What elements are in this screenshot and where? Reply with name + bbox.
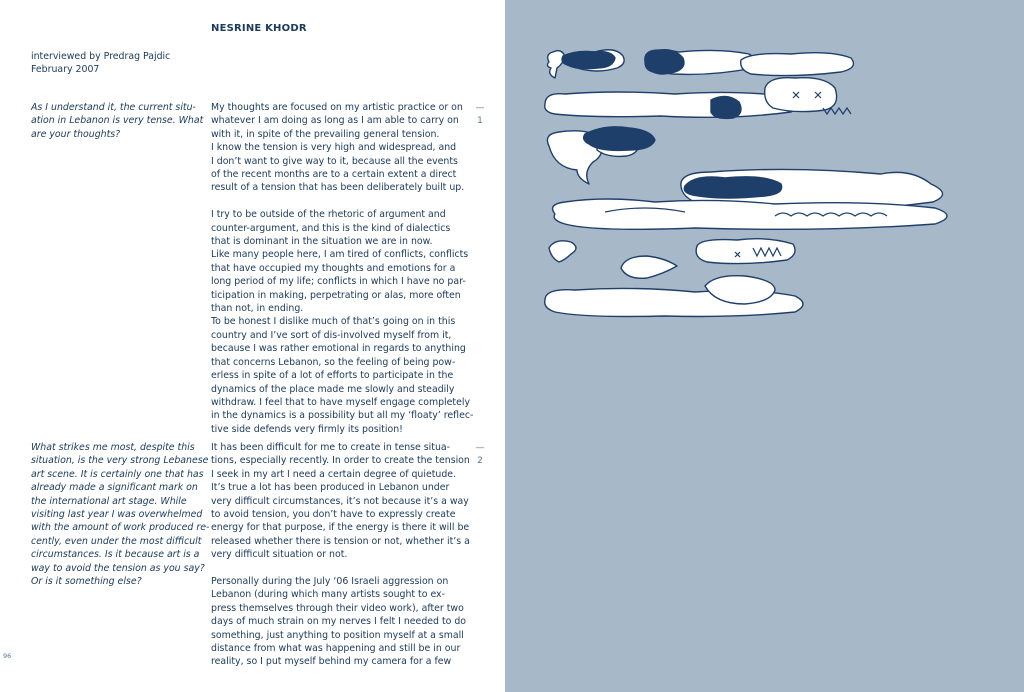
question-line: the international art stage. While (31, 495, 187, 507)
answer-line: long period of my life; conflicts in which I have no par- (211, 276, 466, 288)
answer-line: To be honest I dislike much of that’s going on in this (211, 316, 456, 328)
question-line: are your thoughts? (31, 128, 121, 140)
question-line: circumstances. Is it because art is a (31, 549, 200, 561)
answer-line: of the recent months are to a certain extent a direct (211, 169, 457, 181)
answer-line: because I was rather emotional in regards to anything (211, 343, 466, 355)
answer-line: very difficult circumstances, it’s not because it’s a way (211, 495, 469, 507)
answer-line: country and I’ve sort of dis-involved myself from it, (211, 329, 452, 341)
answer-line: It’s true a lot has been produced in Lebanon under (211, 482, 450, 494)
page-number: 96 (3, 652, 12, 660)
left-page (0, 0, 505, 692)
byline-date: February 2007 (31, 64, 100, 76)
answer-line: reality, so I put myself behind my camera for a few (211, 656, 452, 668)
answer-line: Like many people here, I am tired of conflicts, conflicts (211, 249, 469, 261)
question-line: situation, is the very strong Lebanese (31, 455, 209, 467)
answer-line: tive side defends very firmly its position! (211, 423, 403, 435)
question-line: Or is it something else? (31, 576, 142, 588)
page-title: NESRINE KHODR (211, 23, 307, 34)
answer-line: It has been difficult for me to create in tense situa- (211, 442, 451, 453)
question-line: visiting last year I was overwhelmed (31, 509, 203, 521)
answer-line: I seek in my art I need a certain degree of quietude. (211, 468, 457, 480)
answer-line: I don’t want to give way to it, because all the events (211, 155, 458, 167)
answer-line: press themselves through their video work), after two (211, 602, 464, 614)
answer-line: dynamics of the place made me slowly and steadily (211, 383, 455, 395)
answer-line: that is dominant in the situation we are in now. (211, 236, 433, 248)
question-line: cently, even under the most difficult (31, 535, 202, 547)
answer-line: that concerns Lebanon, so the feeling of being pow- (211, 356, 456, 368)
answer-line: to avoid tension, you don’t have to expressly create (211, 509, 456, 521)
answer-line: that have occupied my thoughts and emotions for a (211, 262, 456, 274)
answer-2 (211, 441, 470, 669)
answer-line: Lebanon (during which many artists sought to ex- (211, 589, 445, 601)
answer-line: energy for that purpose, if the energy is there it will be (211, 522, 470, 534)
question-line: way to avoid the tension as you say? (31, 562, 205, 574)
question-line: ation in Lebanon is very tense. What (31, 115, 204, 127)
answer-line: counter-argument, and this is the kind of dialectics (211, 222, 451, 234)
question-marker-2: — 2 (475, 443, 485, 467)
byline (31, 50, 170, 77)
bubble-row-6 (545, 276, 803, 317)
answer-line: something, just anything to position myself at a small (211, 629, 464, 641)
question-line: already made a significant mark on (31, 482, 198, 494)
answer-line: than not, in ending. (211, 303, 304, 315)
bubble-row-5 (549, 239, 795, 279)
answer-line: ticipation in making, perpetrating or alas, more often (211, 289, 461, 301)
answer-line: days of much strain on my nerves I felt I needed to do (211, 616, 467, 628)
question-1 (31, 101, 203, 141)
answer-line: I try to be outside of the rhetoric of argument and (211, 209, 446, 221)
answer-1 (211, 101, 474, 436)
question-marker-1: — 1 (475, 103, 485, 127)
answer-line: very difficult situation or not. (211, 549, 348, 561)
question-line: art scene. It is certainly one that has (31, 468, 204, 480)
answer-line: tions, especially recently. In order to create the tension (211, 455, 470, 467)
answer-line: I know the tension is very high and widespread, and (211, 142, 457, 154)
illustration-panel (505, 0, 1024, 692)
answer-line: result of a tension that has been deliberately built up. (211, 182, 465, 194)
question-2 (31, 441, 210, 588)
question-line: What strikes me most, despite this (31, 442, 195, 453)
answer-line: released whether there is tension or not, whether it’s a (211, 535, 470, 547)
answer-line: Personally during the July ‘06 Israeli aggression on (211, 576, 449, 588)
question-line: As I understand it, the current situ- (31, 102, 196, 113)
question-line: with the amount of work produced re- (31, 522, 210, 534)
byline-interviewer: interviewed by Predrag Pajdic (31, 51, 171, 62)
speech-bubble-drawing (505, 0, 1024, 692)
answer-line: whatever I am doing as long as I am able to carry on (211, 115, 459, 127)
answer-line: with it, in spite of the prevailing general tension. (211, 128, 440, 140)
answer-line: My thoughts are focused on my artistic practice or on (211, 102, 463, 113)
answer-line: erless in spite of a lot of efforts to participate in the (211, 370, 454, 382)
answer-line: in the dynamics is a possibility but all my ‘floaty’ reflec- (211, 410, 474, 422)
answer-line: withdraw. I feel that to have myself engage completely (211, 396, 471, 408)
answer-line: distance from what was happening and still be in our (211, 643, 461, 655)
